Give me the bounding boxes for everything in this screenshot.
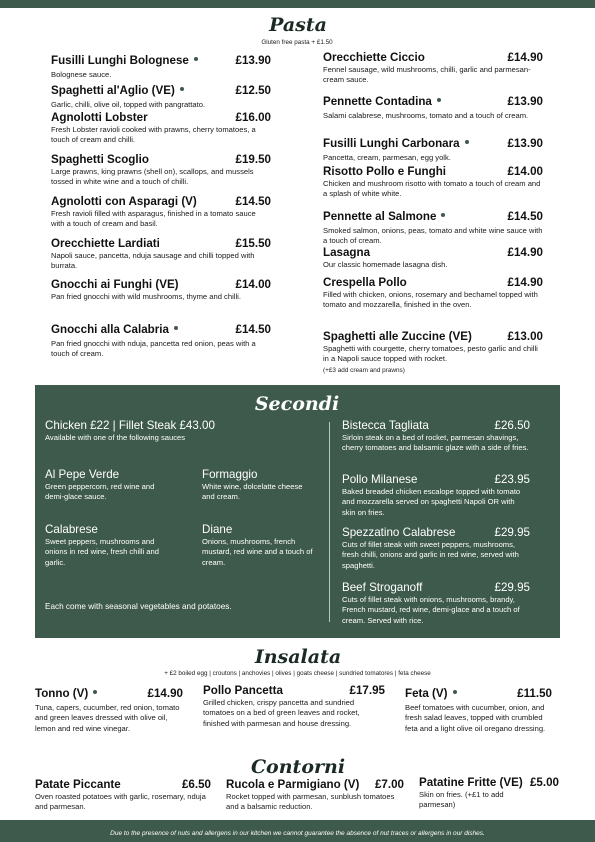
pasta-item: Agnolotti Lobster £16.00 Fresh Lobster ravioli cooked with prawns, cherry tomatoes, a touch of cream and chilli. bbox=[51, 111, 271, 145]
pasta-item: Orecchiette Lardiati £15.50 Napoli sauce, pancetta, nduja sausage and chilli topped with burrata. bbox=[51, 237, 271, 271]
sauce-item: Calabrese Sweet peppers, mushrooms and onions in red wine, fresh chilli and garlic. bbox=[45, 523, 159, 567]
nut-dot-icon bbox=[194, 57, 198, 61]
secondi-item: Spezzatino Calabrese £29.95 Cuts of fillet steak with sweet peppers, mushrooms, fresh chilli, onions and garlic in red wine, served with spaghetti. bbox=[342, 526, 530, 570]
nut-dot-icon bbox=[437, 98, 441, 102]
nut-dot-icon bbox=[441, 213, 445, 217]
contorni-item: Patatine Fritte (VE) £5.00 Skin on fries. (+£1 to add parmesan) bbox=[419, 776, 559, 810]
pasta-item: Agnolotti con Asparagi (V) £14.50 Fresh ravioli filled with asparagus, finished in a tomato sauce with a touch of cream and basil. bbox=[51, 195, 271, 229]
nut-dot-icon bbox=[93, 690, 97, 694]
secondi-item: Bistecca Tagliata £26.50 Sirloin steak on a bed of rocket, parmesan shavings, cherry tomatoes and balsamic glaze with a side of fries. bbox=[342, 419, 530, 453]
allergen-disclaimer: Due to the presence of nuts and allergens in our kitchen we cannot guarantee the absence of nut traces or allergens in our dishes. bbox=[110, 830, 485, 837]
sauce-item: Diane Onions, mushrooms, french mustard, red wine and a touch of cream. bbox=[202, 523, 313, 567]
pasta-item: Pennette Contadina £13.90 Salami calabrese, mushrooms, tomato and a touch of cream. bbox=[323, 95, 543, 120]
contorni-title: Contorni bbox=[250, 756, 346, 778]
sauce-item: Al Pepe Verde Green peppercorn, red wine and demi-glace sauce. bbox=[45, 468, 155, 502]
secondi-headline: Chicken £22 | Fillet Steak £43.00 Available with one of the following sauces bbox=[45, 419, 215, 442]
sauce-item: Formaggio White wine, dolcelatte cheese and cream. bbox=[202, 468, 303, 502]
pasta-item: Pennette al Salmone £14.50 Smoked salmon, onions, peas, tomato and white wine sauce with a touch of cream. bbox=[323, 210, 543, 246]
pasta-item: Gnocchi ai Funghi (VE) £14.00 Pan fried gnocchi with wild mushrooms, thyme and chilli. bbox=[51, 278, 271, 301]
pasta-note: Gluten free pasta + £1.50 bbox=[261, 39, 333, 46]
top-accent-bar bbox=[0, 0, 595, 8]
secondi-title: Secondi bbox=[254, 393, 340, 415]
pasta-extra-note: (+£3 add cream and prawns) bbox=[323, 366, 405, 374]
pasta-item: Fusilli Lunghi Carbonara £13.90 Pancetta, cream, parmesan, egg yolk. bbox=[323, 137, 543, 162]
nut-dot-icon bbox=[180, 87, 184, 91]
pasta-item: Spaghetti Scoglio £19.50 Large prawns, king prawns (shell on), scallops, and mussels tossed in white wine and a touch of chilli. bbox=[51, 153, 271, 187]
divider bbox=[329, 422, 330, 622]
secondi-item: Pollo Milanese £23.95 Baked breaded chicken escalope topped with tomato and mozzarella served on spaghetti Napoli OR with skin on fries. bbox=[342, 473, 530, 517]
insalata-item: Pollo Pancetta £17.95 Grilled chicken, crispy pancetta and sundried tomatoes on a bed of green leaves and rocket, finished with parmesan and house dressing. bbox=[203, 684, 385, 728]
insalata-title: Insalata bbox=[254, 646, 342, 668]
pasta-item: Spaghetti alle Zuccine (VE) £13.00 Spaghetti with courgette, cherry tomatoes, pesto garlic and chilli in a Napoli sauce topped with rocket. (+£3 add cream and prawns) bbox=[323, 330, 543, 376]
secondi-panel bbox=[35, 385, 560, 638]
pasta-item: Risotto Pollo e Funghi £14.00 Chicken and mushroom risotto with tomato a touch of cream and a splash of white white. bbox=[323, 165, 543, 199]
contorni-item: Rucola e Parmigiano (V) £7.00 Rocket topped with parmesan, sunblush tomatoes and a balsamic reduction. bbox=[226, 778, 404, 812]
nut-dot-icon bbox=[465, 140, 469, 144]
nut-dot-icon bbox=[453, 690, 457, 694]
pasta-item: Crespella Pollo £14.90 Filled with chicken, onions, rosemary and bechamel topped with tomato and mozzarella, finished in the oven. bbox=[323, 276, 543, 310]
secondi-footer: Each come with seasonal vegetables and potatoes. bbox=[45, 602, 232, 611]
pasta-item: Orecchiette Ciccio £14.90 Fennel sausage, wild mushrooms, chilli, garlic and parmesan-cream sauce. bbox=[323, 51, 543, 85]
insalata-note: + £2 boiled egg | croutons | anchovies | olives | goats cheese | sundried tomatores | feta cheese bbox=[164, 670, 431, 677]
contorni-item: Patate Piccante £6.50 Oven roasted potatoes with garlic, rosemary, nduja and parmesan. bbox=[35, 778, 211, 812]
pasta-item: Lasagna £14.90 Our classic homemade lasagna dish. bbox=[323, 246, 543, 269]
secondi-item: Beef Stroganoff £29.95 Cuts of fillet steak with onions, mushrooms, brandy, French mustard, red wine, demi-glace and a touch of cream. Served with rice. bbox=[342, 581, 530, 625]
insalata-item: Feta (V) £11.50 Beef tomatoes with cucumber, onion, and fresh salad leaves, topped with crumbled feta and a light olive oil oregano dressing. bbox=[405, 687, 552, 733]
pasta-item: Fusilli Lunghi Bolognese £13.90 Bolognese sauce. bbox=[51, 54, 271, 79]
pasta-title: Pasta bbox=[269, 14, 327, 36]
pasta-item: Gnocchi alla Calabria £14.50 Pan fried gnocchi with nduja, pancetta red onion, peas with a touch of cream. bbox=[51, 323, 271, 359]
nut-dot-icon bbox=[174, 326, 178, 330]
insalata-item: Tonno (V) £14.90 Tuna, capers, cucumber, red onion, tomato and green leaves dressed with olive oil, lemon and red wine vinegar. bbox=[35, 687, 183, 733]
pasta-item: Spaghetti al'Aglio (VE) £12.50 Garlic, chilli, olive oil, topped with pangrattato. bbox=[51, 84, 271, 109]
